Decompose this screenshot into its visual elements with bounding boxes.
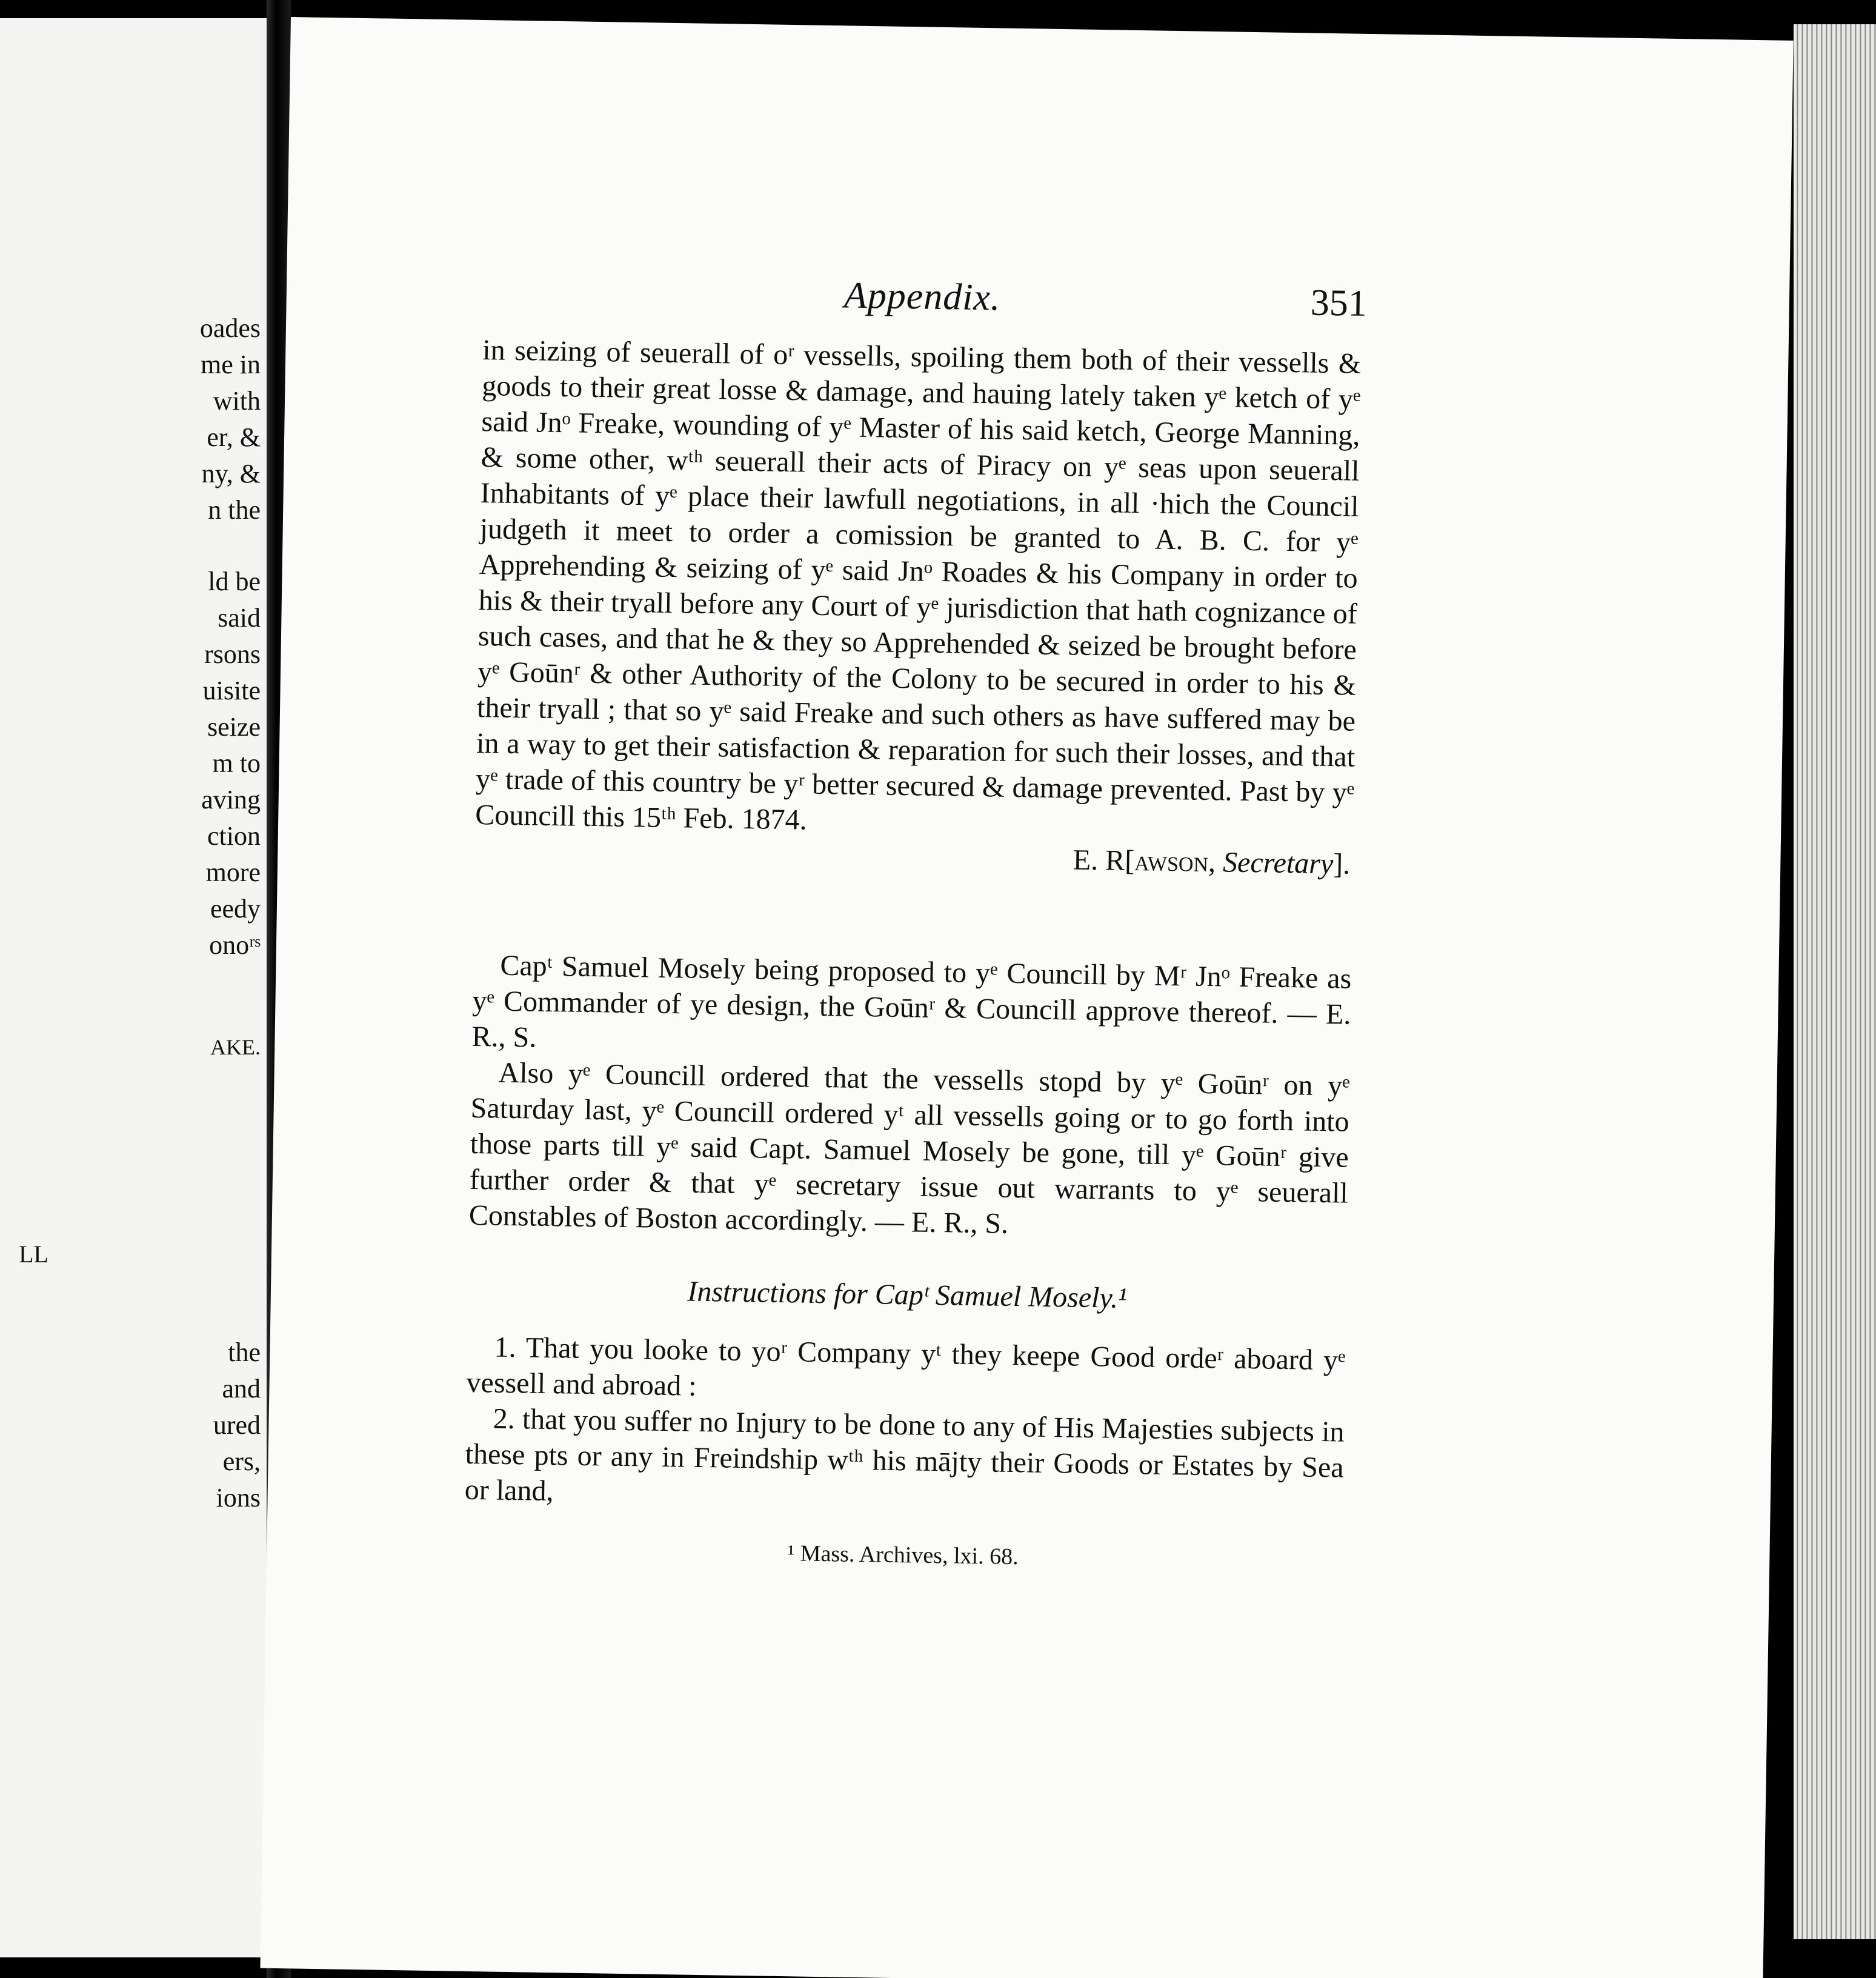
left-page-fragment: seize — [207, 712, 261, 742]
right-page — [260, 17, 1793, 1978]
left-page-fragment: ions — [216, 1483, 261, 1513]
left-page-fragment: ers, — [222, 1447, 261, 1476]
page-edges — [1794, 24, 1876, 1939]
left-page-fragment: n the — [208, 495, 261, 525]
left-page-fragment: m to — [212, 748, 261, 778]
left-page-fragment: AKE. — [210, 1035, 261, 1059]
signature-name-caps: awson — [1134, 845, 1209, 878]
running-head: Appendix. — [843, 275, 1002, 319]
left-page-fragment: er, & — [207, 422, 261, 452]
footnote: ¹ Mass. Archives, lxi. 68. — [787, 1540, 1019, 1570]
instructions-block — [464, 1329, 1345, 1522]
left-page-fragment: with — [213, 386, 261, 416]
main-text — [474, 332, 1362, 882]
paragraph-council-order: in seizing of seuerall of oʳ vessells, spoiling them both of their vessells & goods to their great losse & damage, and hauing lately taken yᵉ ketch of yᵉ said Jnᵒ Freake, wounding of yᵉ Master of his said ketch, George Manning, & some other, wᵗʰ seuerall their acts of Piracy on yᵉ seas upon seuerall Inhabitants of yᵉ place their lawfull negotiations, in all ·hich the Council judgeth it meet to order a comission be granted to A. B. C. for yᵉ Apprehending & seizing of yᵉ said Jnᵒ Roades & his Company in order to his & their tryall before any Court of yᵉ jurisdiction that hath cognizance of such cases, and that he & they so Apprehended & seized be brought before yᵉ Goūnʳ & other Authority of the Colony to be secured in order to his & their tryall ; that so yᵉ said Freake and such others as have suffered may be in a way to get their satisfaction & reparation for such their losses, and that yᵉ trade of this country be yʳ better secured & damage prevented. Past by yᵉ Councill this 15ᵗʰ Feb. 1874. — [474, 334, 1362, 836]
instruction-item: 2. that you suffer no Injury to be done to any of His Majesties subjects in these pts or any in Freindship wᵗʰ his mājty their Goods or Estates by Sea or land, — [464, 1402, 1345, 1508]
left-page-fragment: oades — [199, 313, 261, 343]
left-page-fragment: onoʳˢ — [209, 930, 261, 960]
signature-title: Secretary — [1222, 846, 1334, 881]
paragraph-vessels-stopped: Also yᵉ Councill ordered that the vessells stopd by yᵉ Goūnʳ on yᵉ Saturday last, yᵉ Councill ordered yᵗ all vessells going or to go forth into those parts till yᵉ said Capt. Samuel Mosely be gone, till yᵉ Goūnʳ give further order & that yᵉ secretary issue out warrants to yᵉ seuerall Constables of Boston accordingly. — E. R., S. — [468, 1056, 1350, 1240]
signature-end: ]. — [1332, 848, 1351, 881]
left-page-fragment: ny, & — [201, 459, 261, 488]
page-number: 351 — [1310, 282, 1368, 324]
left-page-fragment: rsons — [204, 639, 261, 669]
left-page-fragment: LL — [19, 1240, 48, 1268]
left-page-fragment: ld be — [208, 567, 261, 596]
second-text-block — [469, 947, 1352, 1247]
left-page-fragment: eedy — [210, 894, 261, 924]
left-page-fragment: and — [222, 1374, 261, 1404]
left-facing-page — [0, 18, 267, 1957]
paragraph-mosely-proposal: Capᵗ Samuel Mosely being proposed to yᵉ Councill by Mʳ Jnᵒ Freake as yᵉ Commander of ye design, the Goūnʳ & Councill approve thereof. — E. R., S. — [471, 949, 1352, 1054]
left-page-fragment: the — [228, 1337, 261, 1367]
left-page-fragment: ured — [213, 1410, 261, 1440]
left-page-fragment: ction — [207, 821, 261, 851]
left-page-fragment: uisite — [202, 676, 261, 705]
instruction-item: 1. That you looke to yoʳ Company yᵗ they keepe Good ordeʳ aboard yᵉ vessell and abroad : — [466, 1331, 1346, 1402]
left-page-fragment: more — [205, 857, 261, 887]
section-title: Instructions for Capᵗ Samuel Mosely.¹ — [687, 1275, 1127, 1314]
left-page-fragment: me in — [201, 350, 261, 379]
left-page-fragment: said — [218, 603, 261, 633]
left-page-fragment: aving — [201, 785, 261, 814]
signature-comma: , — [1208, 845, 1223, 879]
signature-name: E. R[ — [1073, 844, 1135, 877]
